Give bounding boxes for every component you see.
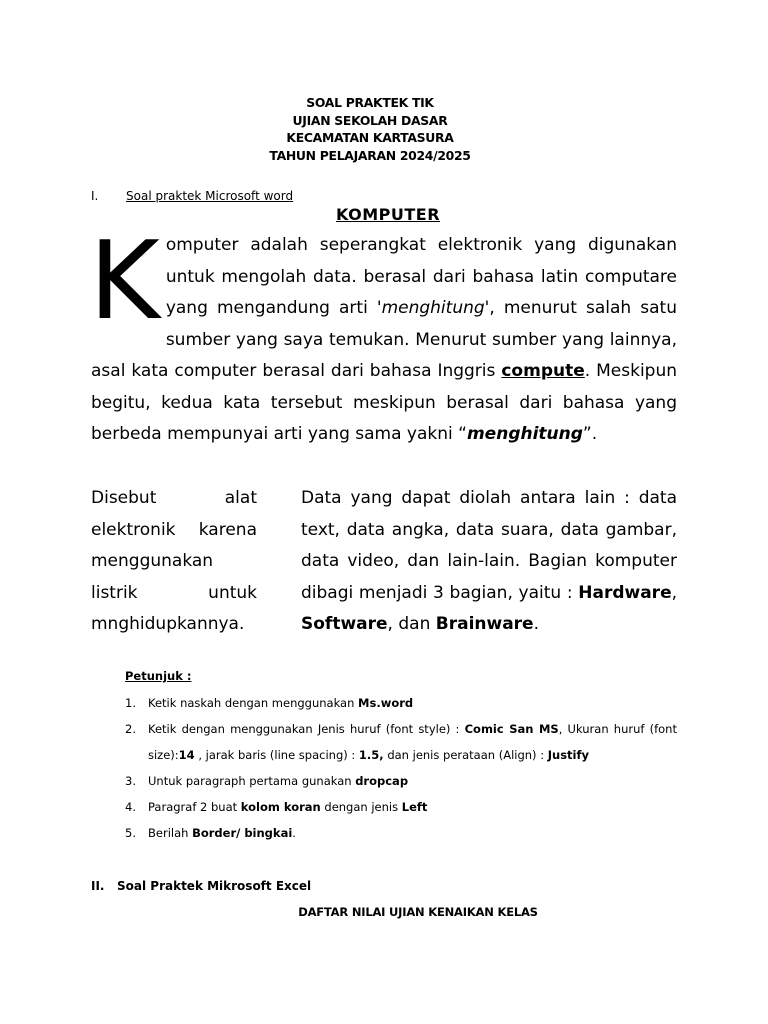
list-number: 2. — [125, 722, 136, 736]
item-text: , jarak baris (line spacing) : — [194, 748, 359, 762]
article-title: KOMPUTER — [335, 205, 441, 224]
list-item — [125, 820, 677, 846]
section-1-number: I. — [91, 189, 99, 203]
article-paragraph — [89, 219, 678, 451]
list-number: 1. — [125, 696, 136, 710]
item-bold: Left — [401, 800, 428, 814]
item-text: Ketik naskah dengan menggunakan — [148, 696, 359, 710]
separator-2: , dan — [387, 614, 436, 634]
p1-compute: compute — [501, 361, 585, 381]
item-text: Paragraf 2 buat — [148, 800, 241, 814]
header-line-2: UJIAN SEKOLAH DASAR — [292, 112, 448, 128]
item-text: Untuk paragraph pertama gunakan — [148, 774, 356, 788]
instruction-list — [125, 690, 677, 846]
item-bold: kolom koran — [240, 800, 321, 814]
p1-text-c: . Meskipun begitu, kedua kata tersebut meskipun berasal dari bahasa yang berbeda mempunyai arti yang sama yakni “ — [91, 361, 678, 444]
item-bold: 14 — [178, 748, 195, 762]
excel-table-title: DAFTAR NILAI UJIAN KENAIKAN KELAS — [298, 905, 538, 919]
item-text: Ketik dengan menggunakan Jenis huruf (font style) : — [148, 722, 465, 736]
column-end: . — [533, 614, 539, 634]
dropcap-letter: K — [89, 219, 160, 344]
header-line-3: KECAMATAN KARTASURA — [286, 130, 454, 145]
petunjuk-heading: Petunjuk : — [125, 669, 192, 683]
item-bold: Border/ bingkai — [192, 826, 293, 840]
section-2-number: II. — [91, 879, 105, 893]
p1-text-a: omputer adalah seperangkat elektronik yang digunakan untuk mengolah data. berasal dari bahasa latin computare yang mengandung arti ' — [165, 235, 677, 318]
item-text: Berilah — [148, 826, 193, 840]
list-item — [125, 794, 677, 820]
item-text: , Ukuran huruf (font size): — [148, 722, 677, 762]
list-item — [125, 716, 677, 768]
list-number: 3. — [125, 774, 136, 788]
p1-text-d: ”. — [582, 424, 598, 444]
p1-text-b: ', menurut salah satu sumber yang saya temukan. Menurut sumber yang lainnya, asal kata computer berasal dari bahasa Inggris — [91, 298, 677, 381]
column-left: Disebut alat elektronik karena menggunakan listrik untuk mnghidupkannya. — [91, 488, 257, 634]
paragraph-1 — [89, 219, 678, 451]
item-bold: dropcap — [355, 774, 409, 788]
column-right — [301, 483, 677, 641]
item-bold: 1.5, — [358, 748, 384, 762]
p1-italic: menghitung — [381, 298, 485, 318]
section-2-title: Soal Praktek Mikrosoft Excel — [117, 879, 312, 893]
item-text: dengan jenis — [320, 800, 402, 814]
header-line-1: SOAL PRAKTEK TIK — [306, 95, 434, 110]
document-header — [0, 94, 740, 164]
item-bold: Comic San MS — [464, 722, 559, 736]
p1-emphasis: menghitung — [466, 424, 583, 444]
list-number: 4. — [125, 800, 136, 814]
hardware-term: Hardware — [578, 582, 672, 603]
brainware-term: Brainware — [435, 614, 534, 634]
list-item — [125, 768, 677, 794]
item-bold: Justify — [547, 748, 589, 762]
item-bold: Ms.word — [358, 696, 414, 710]
item-text: . — [292, 826, 296, 840]
software-term: Software — [301, 614, 388, 634]
section-1-title: Soal praktek Microsoft word — [126, 189, 294, 203]
column-right-text: Data yang dapat diolah antara lain : data text, data angka, data suara, data gambar, data video, dan lain-lain. Bagian komputer dibagi menjadi 3 bagian, yaitu : — [301, 488, 677, 603]
item-text: dan jenis perataan (Align) : — [383, 748, 548, 762]
separator-1: , — [671, 582, 677, 603]
header-line-4: TAHUN PELAJARAN 2024/2025 — [269, 147, 471, 163]
list-item — [125, 690, 677, 716]
list-number: 5. — [125, 826, 136, 840]
